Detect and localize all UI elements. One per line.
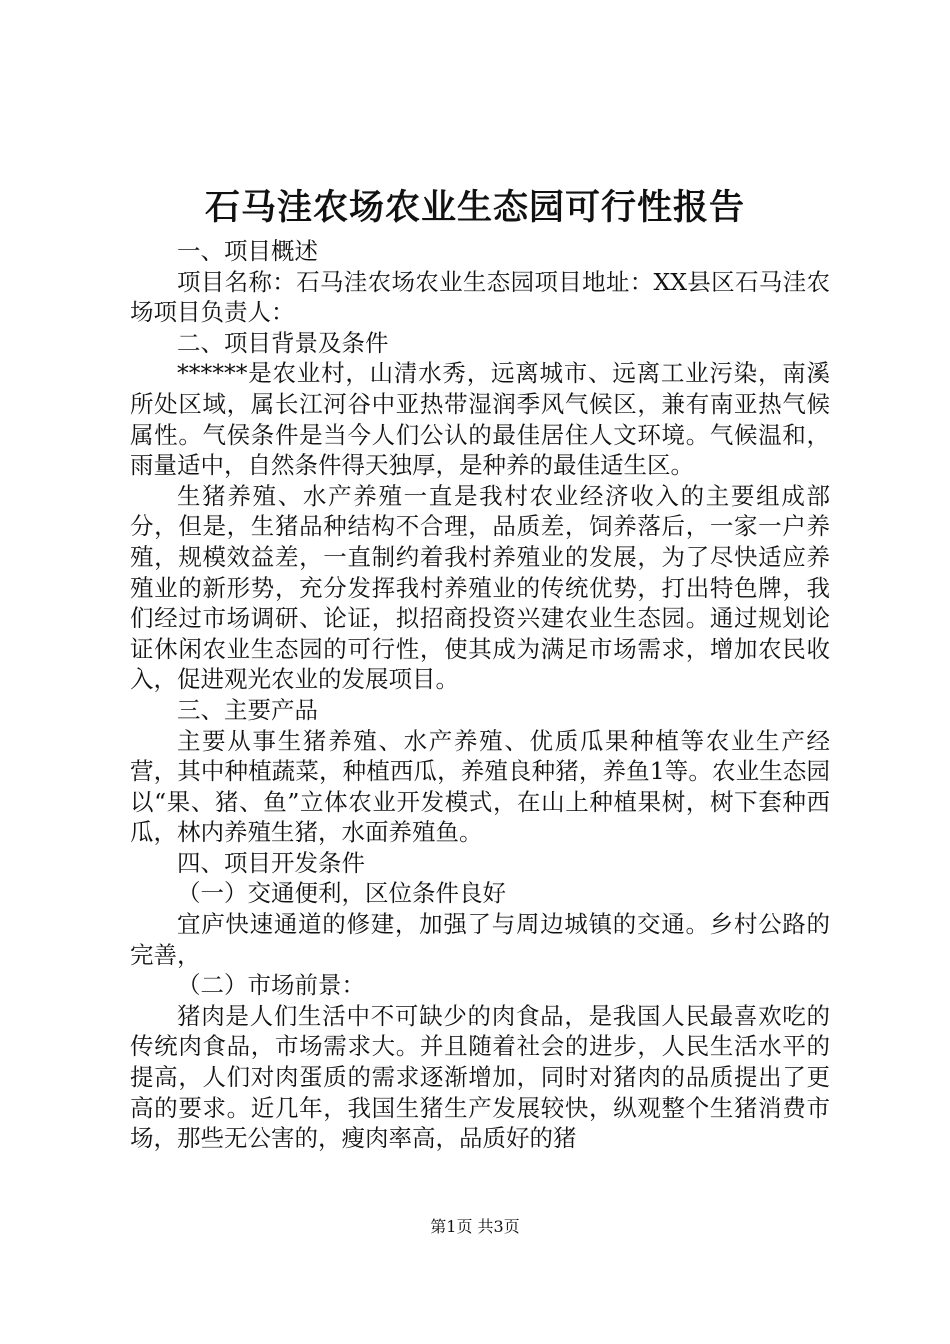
section-heading-overview: 一、项目概述 (177, 237, 318, 265)
subsection-heading-market: （二）市场前景： (177, 971, 365, 1000)
document-body (130, 236, 830, 1154)
market-paragraph: 猪肉是人们生活中不可缺少的肉食品，是我国人民最喜欢吃的传统肉食品，市场需求大。并且随着社会的进步，人民生活水平的提高，人们对肉蛋质的需求逐渐增加，同时对猪肉的品质提出了更高的要求。近几年，我国生猪生产发展较快，纵观整个生猪消费市场，那些无公害的，瘦肉率高，品质好的猪 (130, 1001, 830, 1153)
document-title: 石马洼农场农业生态园可行性报告 (204, 187, 745, 228)
background-paragraph-1: ******是农业村，山清水秀，远离城市、远离工业污染，南溪所处区域，属长江河谷中亚热带湿润季风气候区，兼有南亚热气候属性。气侯条件是当今人们公认的最佳居住人文环境。气候温和，雨量适中，自然条件得天独厚，是种养的最佳适生区。 (130, 359, 830, 480)
project-info-paragraph: 项目名称：石马洼农场农业生态园项目地址：XX县区石马洼农场项目负责人： (130, 267, 830, 327)
section-heading-conditions: 四、项目开发条件 (177, 848, 365, 877)
page-footer: 第1页 共3页 (430, 1217, 520, 1236)
transport-paragraph: 宜庐快速通道的修建，加强了与周边城镇的交通。乡村公路的完善， (130, 910, 830, 969)
subsection-heading-transport: （一）交通便利，区位条件良好 (177, 879, 506, 908)
section-heading-background: 二、项目背景及条件 (177, 328, 389, 357)
products-paragraph: 主要从事生猪养殖、水产养殖、优质瓜果种植等农业生产经营，其中种植蔬菜，种植西瓜，养殖良种猪，养鱼1等。农业生态园以“果、猪、鱼”立体农业开发模式，在山上种植果树，树下套种西瓜，林内养殖生猪，水面养殖鱼。 (130, 726, 830, 847)
background-paragraph-2: 生猪养殖、水产养殖一直是我村农业经济收入的主要组成部分，但是，生猪品种结构不合理，品质差，饲养落后，一家一户养殖，规模效益差，一直制约着我村养殖业的发展，为了尽快适应养殖业的新形势，充分发挥我村养殖业的传统优势，打出特色牌，我们经过市场调研、论证，拟招商投资兴建农业生态园。通过规划论证休闲农业生态园的可行性，使其成为满足市场需求，增加农民收入，促进观光农业的发展项目。 (130, 481, 830, 694)
section-heading-products: 三、主要产品 (177, 695, 318, 724)
